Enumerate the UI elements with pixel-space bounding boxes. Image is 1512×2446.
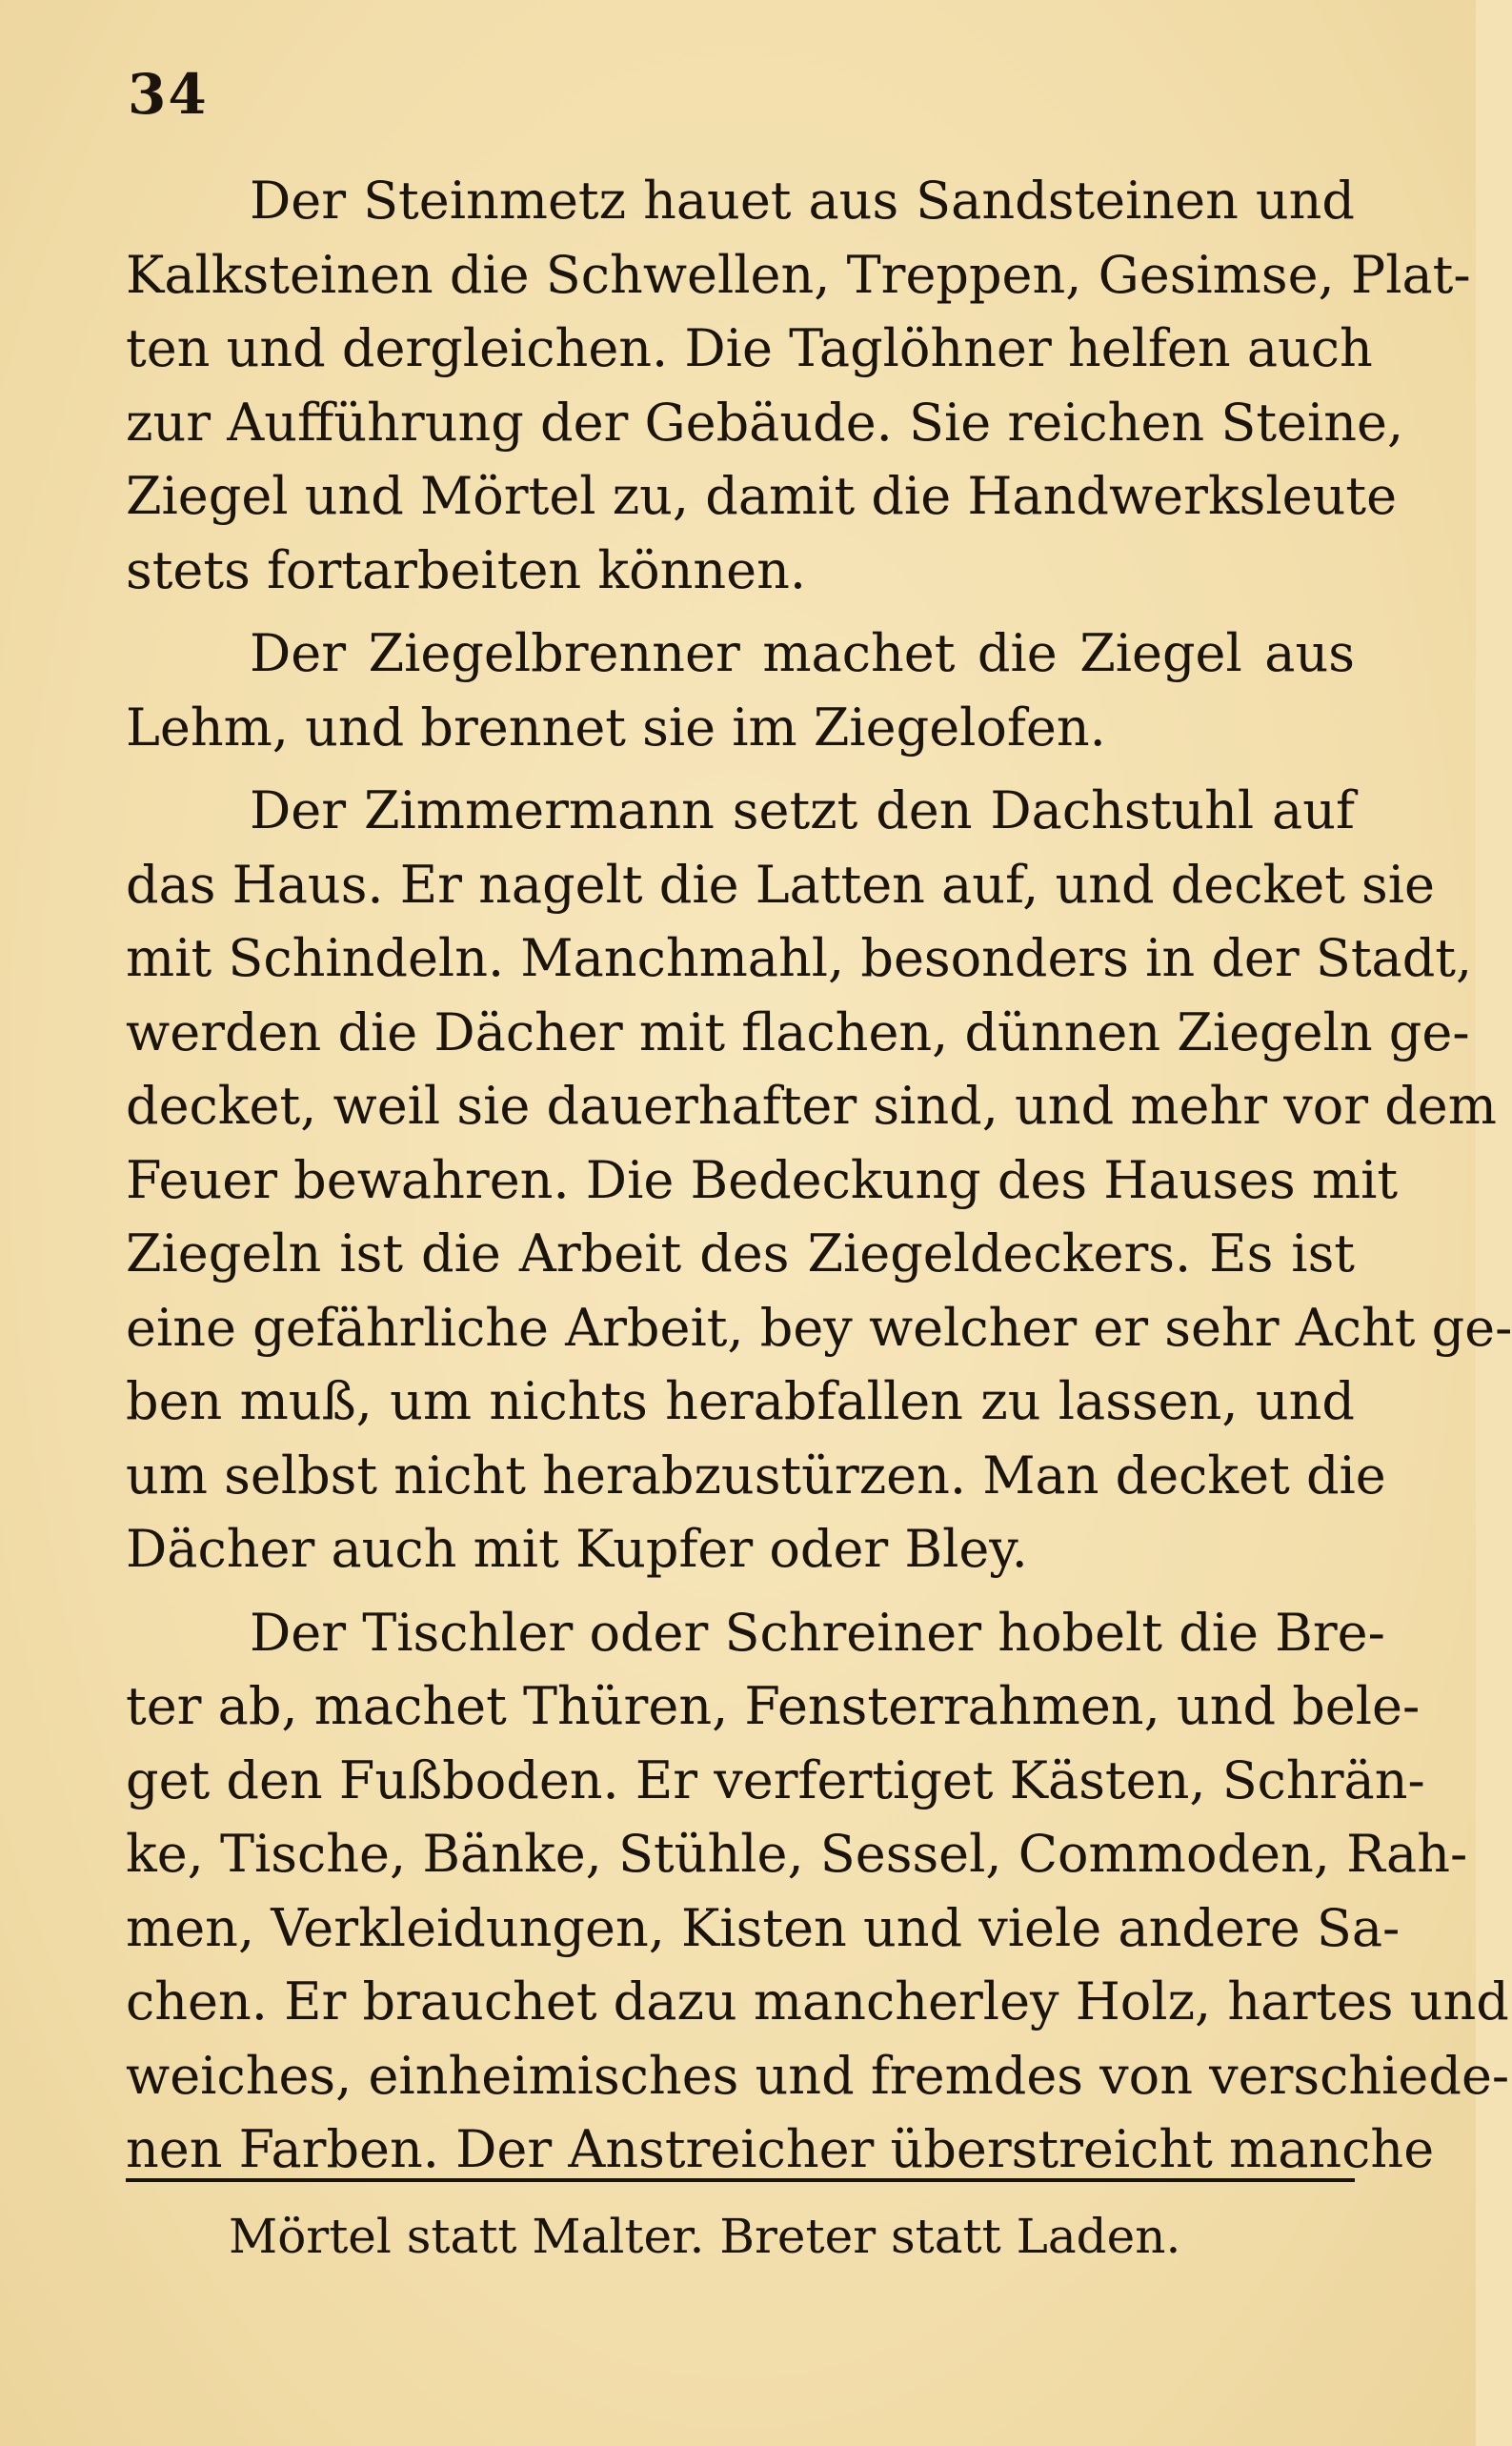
text-line: Feuer bewahren. Die Bedeckung des Hauses mit: [126, 1149, 1399, 1210]
text-line: weiches, einheimisches und fremdes von verschiede-: [126, 2045, 1510, 2106]
text-line: chen. Er brauchet dazu mancherley Holz, hartes und: [126, 1971, 1509, 2032]
text-line: get den Fußboden. Er verfertiget Kästen, Schrän-: [126, 1749, 1425, 1810]
text-line: ben muß, um nichts herabfallen zu lassen, und: [126, 1371, 1355, 1431]
paragraph-steinmetz: [126, 164, 1471, 607]
text-line: stets fortarbeiten können.: [126, 539, 807, 600]
footnote: Mörtel statt Malter. Breter statt Laden.: [229, 2209, 1181, 2264]
text-line: Der Ziegelbrenner machet die Ziegel aus: [250, 623, 1355, 683]
footnote-rule: [126, 2178, 1355, 2182]
text-line: Der Zimmermann setzt den Dachstuhl auf: [250, 780, 1355, 840]
body-text: [126, 164, 1512, 2196]
text-line: Ziegeln ist die Arbeit des Ziegeldeckers. Es ist: [126, 1223, 1355, 1284]
text-line: Lehm, und brennet sie im Ziegelofen.: [126, 697, 1106, 758]
text-line: ke, Tische, Bänke, Stühle, Sessel, Commoden, Rah-: [126, 1824, 1468, 1884]
text-line: eine gefährliche Arbeit, bey welcher er sehr Acht ge-: [126, 1297, 1512, 1358]
text-line: mit Schindeln. Manchmahl, besonders in der Stadt,: [126, 928, 1473, 988]
text-line: werden die Dächer mit flachen, dünnen Ziegeln ge-: [126, 1001, 1470, 1062]
paragraph-tischler: [126, 1596, 1510, 2187]
text-line: zur Aufführung der Gebäude. Sie reichen Steine,: [126, 392, 1404, 453]
text-line: ten und dergleichen. Die Taglöhner helfen auch: [126, 318, 1373, 378]
text-line: Ziegel und Mörtel zu, damit die Handwerksleute: [126, 466, 1398, 526]
paragraph-zimmermann: [126, 774, 1512, 1587]
text-line: ter ab, machet Thüren, Fensterrahmen, und bele-: [126, 1676, 1421, 1736]
text-line: men, Verkleidungen, Kisten und viele andere Sa-: [126, 1897, 1401, 1958]
text-line: Der Tischler oder Schreiner hobelt die Bre-: [250, 1602, 1385, 1663]
text-line: Der Steinmetz hauet aus Sandsteinen und: [250, 171, 1355, 231]
text-line: decket, weil sie dauerhafter sind, und mehr vor dem: [126, 1076, 1497, 1136]
text-line: Kalksteinen die Schwellen, Treppen, Gesimse, Plat-: [126, 244, 1471, 305]
page-number: 34: [128, 62, 209, 127]
text-line: nen Farben. Der Anstreicher überstreicht manche: [126, 2119, 1435, 2179]
paragraph-ziegelbrenner: [126, 617, 1355, 764]
text-line: Dächer auch mit Kupfer oder Bley.: [126, 1519, 1028, 1579]
text-line: das Haus. Er nagelt die Latten auf, und decket sie: [126, 854, 1435, 915]
text-line: um selbst nicht herabzustürzen. Man decket die: [126, 1445, 1386, 1506]
